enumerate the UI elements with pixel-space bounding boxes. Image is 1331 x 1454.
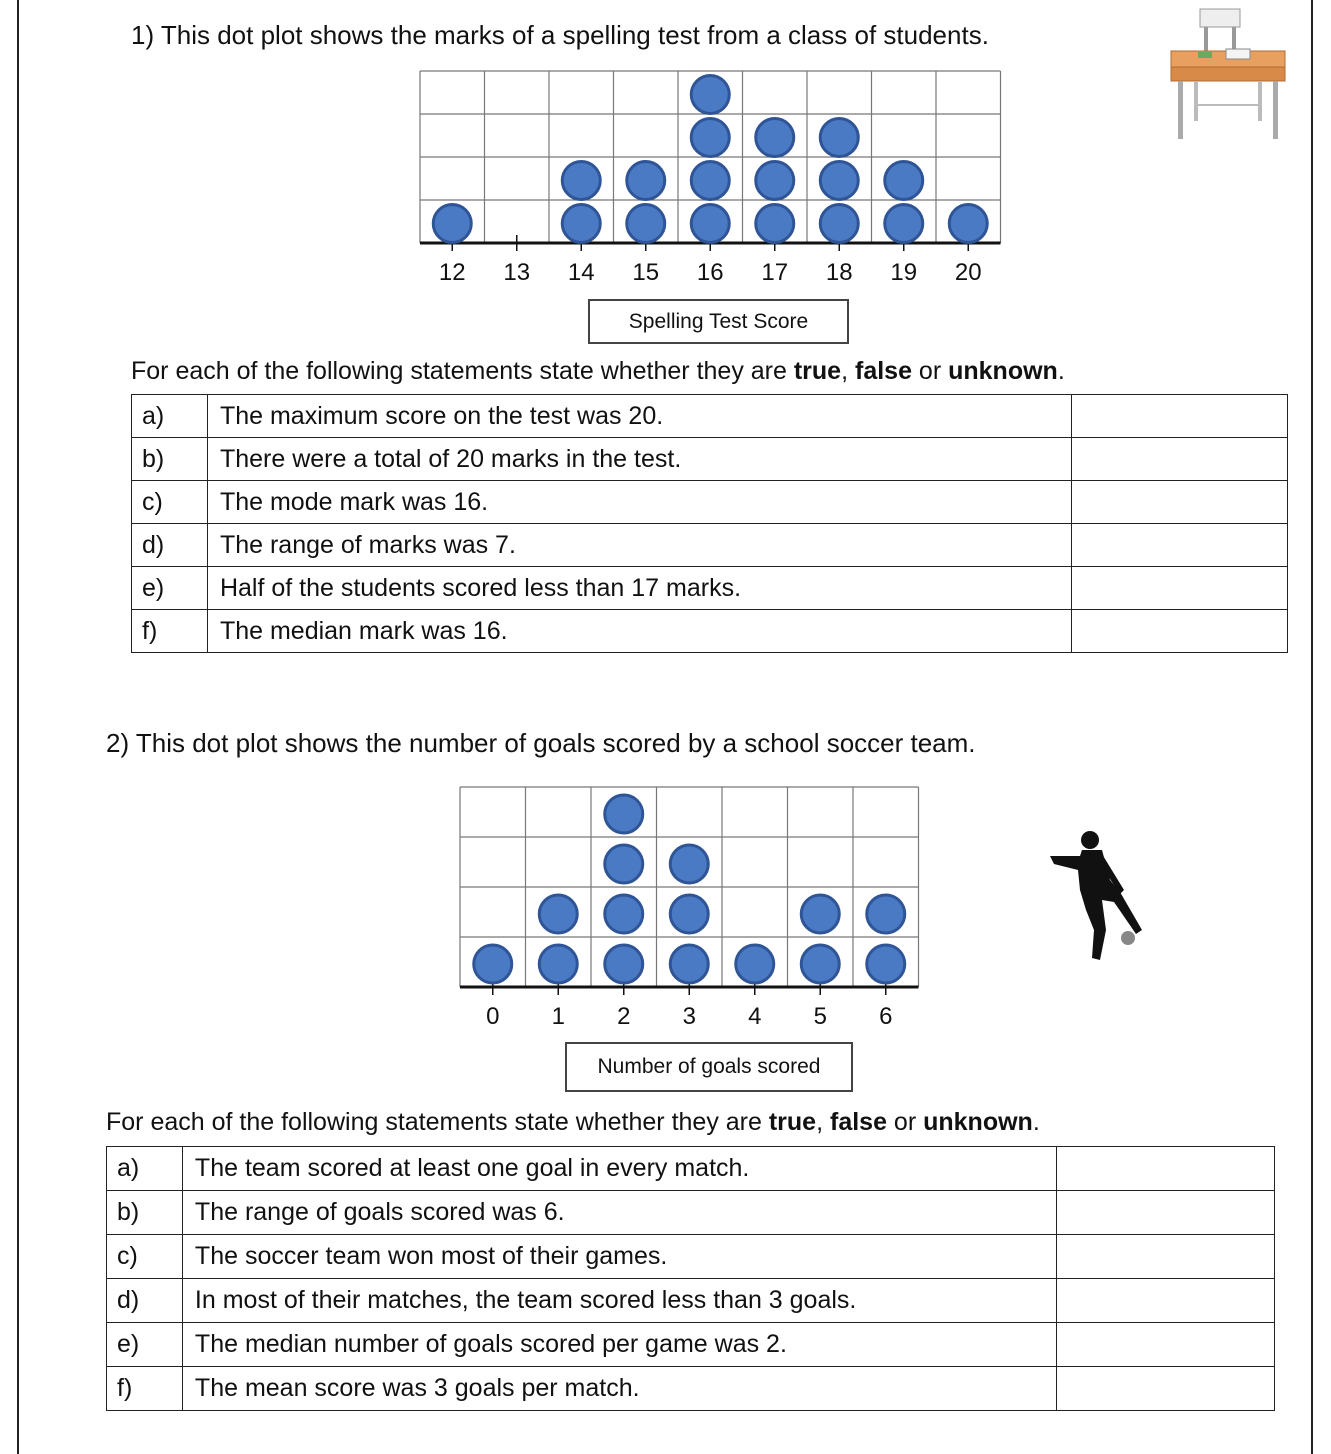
x-tick-label: 19: [890, 259, 918, 286]
answer-cell[interactable]: [1057, 1367, 1275, 1411]
spelling-dot-plot: [400, 60, 1020, 300]
x-tick-label: 6: [879, 1003, 893, 1030]
data-dot: [756, 205, 794, 243]
answer-cell[interactable]: [1057, 1323, 1275, 1367]
statement-row: [132, 395, 1288, 438]
data-dot: [562, 162, 600, 200]
data-dot: [562, 205, 600, 243]
data-dot: [867, 945, 905, 983]
x-tick-label: 1: [551, 1003, 565, 1030]
statement-letter: a): [132, 395, 208, 438]
statement-row: [107, 1235, 1275, 1279]
data-dot: [670, 895, 708, 933]
statement-text: The maximum score on the test was 20.: [207, 395, 1071, 438]
data-dot: [627, 162, 665, 200]
data-dot: [801, 895, 839, 933]
statement-row: [132, 438, 1288, 481]
answer-cell[interactable]: [1072, 395, 1288, 438]
statement-text: The range of marks was 7.: [207, 524, 1071, 567]
page-border-right: [1311, 0, 1313, 1454]
statements-table-2: [106, 1146, 1275, 1411]
statement-row: [107, 1147, 1275, 1191]
statement-letter: e): [132, 567, 208, 610]
data-dot: [605, 895, 643, 933]
instructions-2: For each of the following statements state whether they are true, false or unknown.: [106, 1108, 1040, 1136]
statement-text: The range of goals scored was 6.: [182, 1191, 1057, 1235]
data-dot: [885, 205, 923, 243]
statement-row: [132, 481, 1288, 524]
answer-cell[interactable]: [1057, 1191, 1275, 1235]
answer-cell[interactable]: [1057, 1235, 1275, 1279]
statement-letter: b): [107, 1191, 183, 1235]
question-2-title: 2) This dot plot shows the number of goals scored by a school soccer team.: [106, 728, 976, 758]
data-dot: [756, 119, 794, 157]
statement-row: [132, 524, 1288, 567]
x-tick-label: 2: [617, 1003, 631, 1030]
school-desk-icon: [1168, 5, 1288, 141]
answer-cell[interactable]: [1072, 481, 1288, 524]
x-tick-label: 17: [761, 259, 789, 286]
x-tick-label: 18: [825, 259, 853, 286]
answer-cell[interactable]: [1072, 524, 1288, 567]
question-1-title: 1) This dot plot shows the marks of a spelling test from a class of students.: [131, 20, 989, 50]
data-dot: [949, 205, 987, 243]
statement-row: [107, 1279, 1275, 1323]
data-dot: [539, 945, 577, 983]
answer-cell[interactable]: [1072, 438, 1288, 481]
statement-letter: b): [132, 438, 208, 481]
goals-dot-plot: [440, 775, 940, 1035]
page-border-left: [17, 0, 19, 1454]
data-dot: [691, 162, 729, 200]
data-dot: [691, 76, 729, 114]
statement-letter: f): [132, 610, 208, 653]
data-dot: [756, 162, 794, 200]
data-dot: [670, 945, 708, 983]
statement-letter: f): [107, 1367, 183, 1411]
statement-row: [107, 1191, 1275, 1235]
statement-letter: c): [132, 481, 208, 524]
statement-text: The median mark was 16.: [207, 610, 1071, 653]
soccer-player-icon: [1040, 830, 1152, 966]
x-tick-label: 13: [503, 259, 531, 286]
statements-table-1: [131, 394, 1288, 653]
statement-text: The mean score was 3 goals per match.: [182, 1367, 1057, 1411]
data-dot: [433, 205, 471, 243]
data-dot: [605, 945, 643, 983]
data-dot: [867, 895, 905, 933]
x-tick-label: 3: [682, 1003, 696, 1030]
statement-letter: c): [107, 1235, 183, 1279]
statement-text: The soccer team won most of their games.: [182, 1235, 1057, 1279]
x-tick-label: 5: [813, 1003, 827, 1030]
data-dot: [605, 795, 643, 833]
data-dot: [691, 119, 729, 157]
statement-row: [132, 567, 1288, 610]
x-tick-label: 16: [696, 259, 724, 286]
data-dot: [605, 845, 643, 883]
statement-text: The median number of goals scored per game was 2.: [182, 1323, 1057, 1367]
statement-row: [132, 610, 1288, 653]
instructions-1: For each of the following statements state whether they are true, false or unknown.: [131, 357, 1065, 385]
data-dot: [885, 162, 923, 200]
statement-row: [107, 1367, 1275, 1411]
statement-letter: e): [107, 1323, 183, 1367]
statement-text: There were a total of 20 marks in the test.: [207, 438, 1071, 481]
statement-letter: d): [107, 1279, 183, 1323]
answer-cell[interactable]: [1057, 1147, 1275, 1191]
x-tick-label: 14: [567, 259, 595, 286]
statement-text: The mode mark was 16.: [207, 481, 1071, 524]
answer-cell[interactable]: [1057, 1279, 1275, 1323]
answer-cell[interactable]: [1072, 610, 1288, 653]
data-dot: [474, 945, 512, 983]
statement-text: The team scored at least one goal in every match.: [182, 1147, 1057, 1191]
statement-row: [107, 1323, 1275, 1367]
data-dot: [539, 895, 577, 933]
data-dot: [820, 205, 858, 243]
data-dot: [691, 205, 729, 243]
data-dot: [820, 162, 858, 200]
x-axis-label: Spelling Test Score: [588, 299, 849, 344]
x-tick-label: 0: [486, 1003, 500, 1030]
answer-cell[interactable]: [1072, 567, 1288, 610]
statement-text: In most of their matches, the team scored less than 3 goals.: [182, 1279, 1057, 1323]
statement-letter: a): [107, 1147, 183, 1191]
data-dot: [801, 945, 839, 983]
data-dot: [670, 845, 708, 883]
x-tick-label: 15: [632, 259, 660, 286]
data-dot: [736, 945, 774, 983]
x-axis-label: Number of goals scored: [565, 1042, 853, 1092]
x-tick-label: 4: [748, 1003, 762, 1030]
x-tick-label: 12: [438, 259, 466, 286]
x-tick-label: 20: [954, 259, 982, 286]
statement-letter: d): [132, 524, 208, 567]
statement-text: Half of the students scored less than 17 marks.: [207, 567, 1071, 610]
data-dot: [820, 119, 858, 157]
data-dot: [627, 205, 665, 243]
